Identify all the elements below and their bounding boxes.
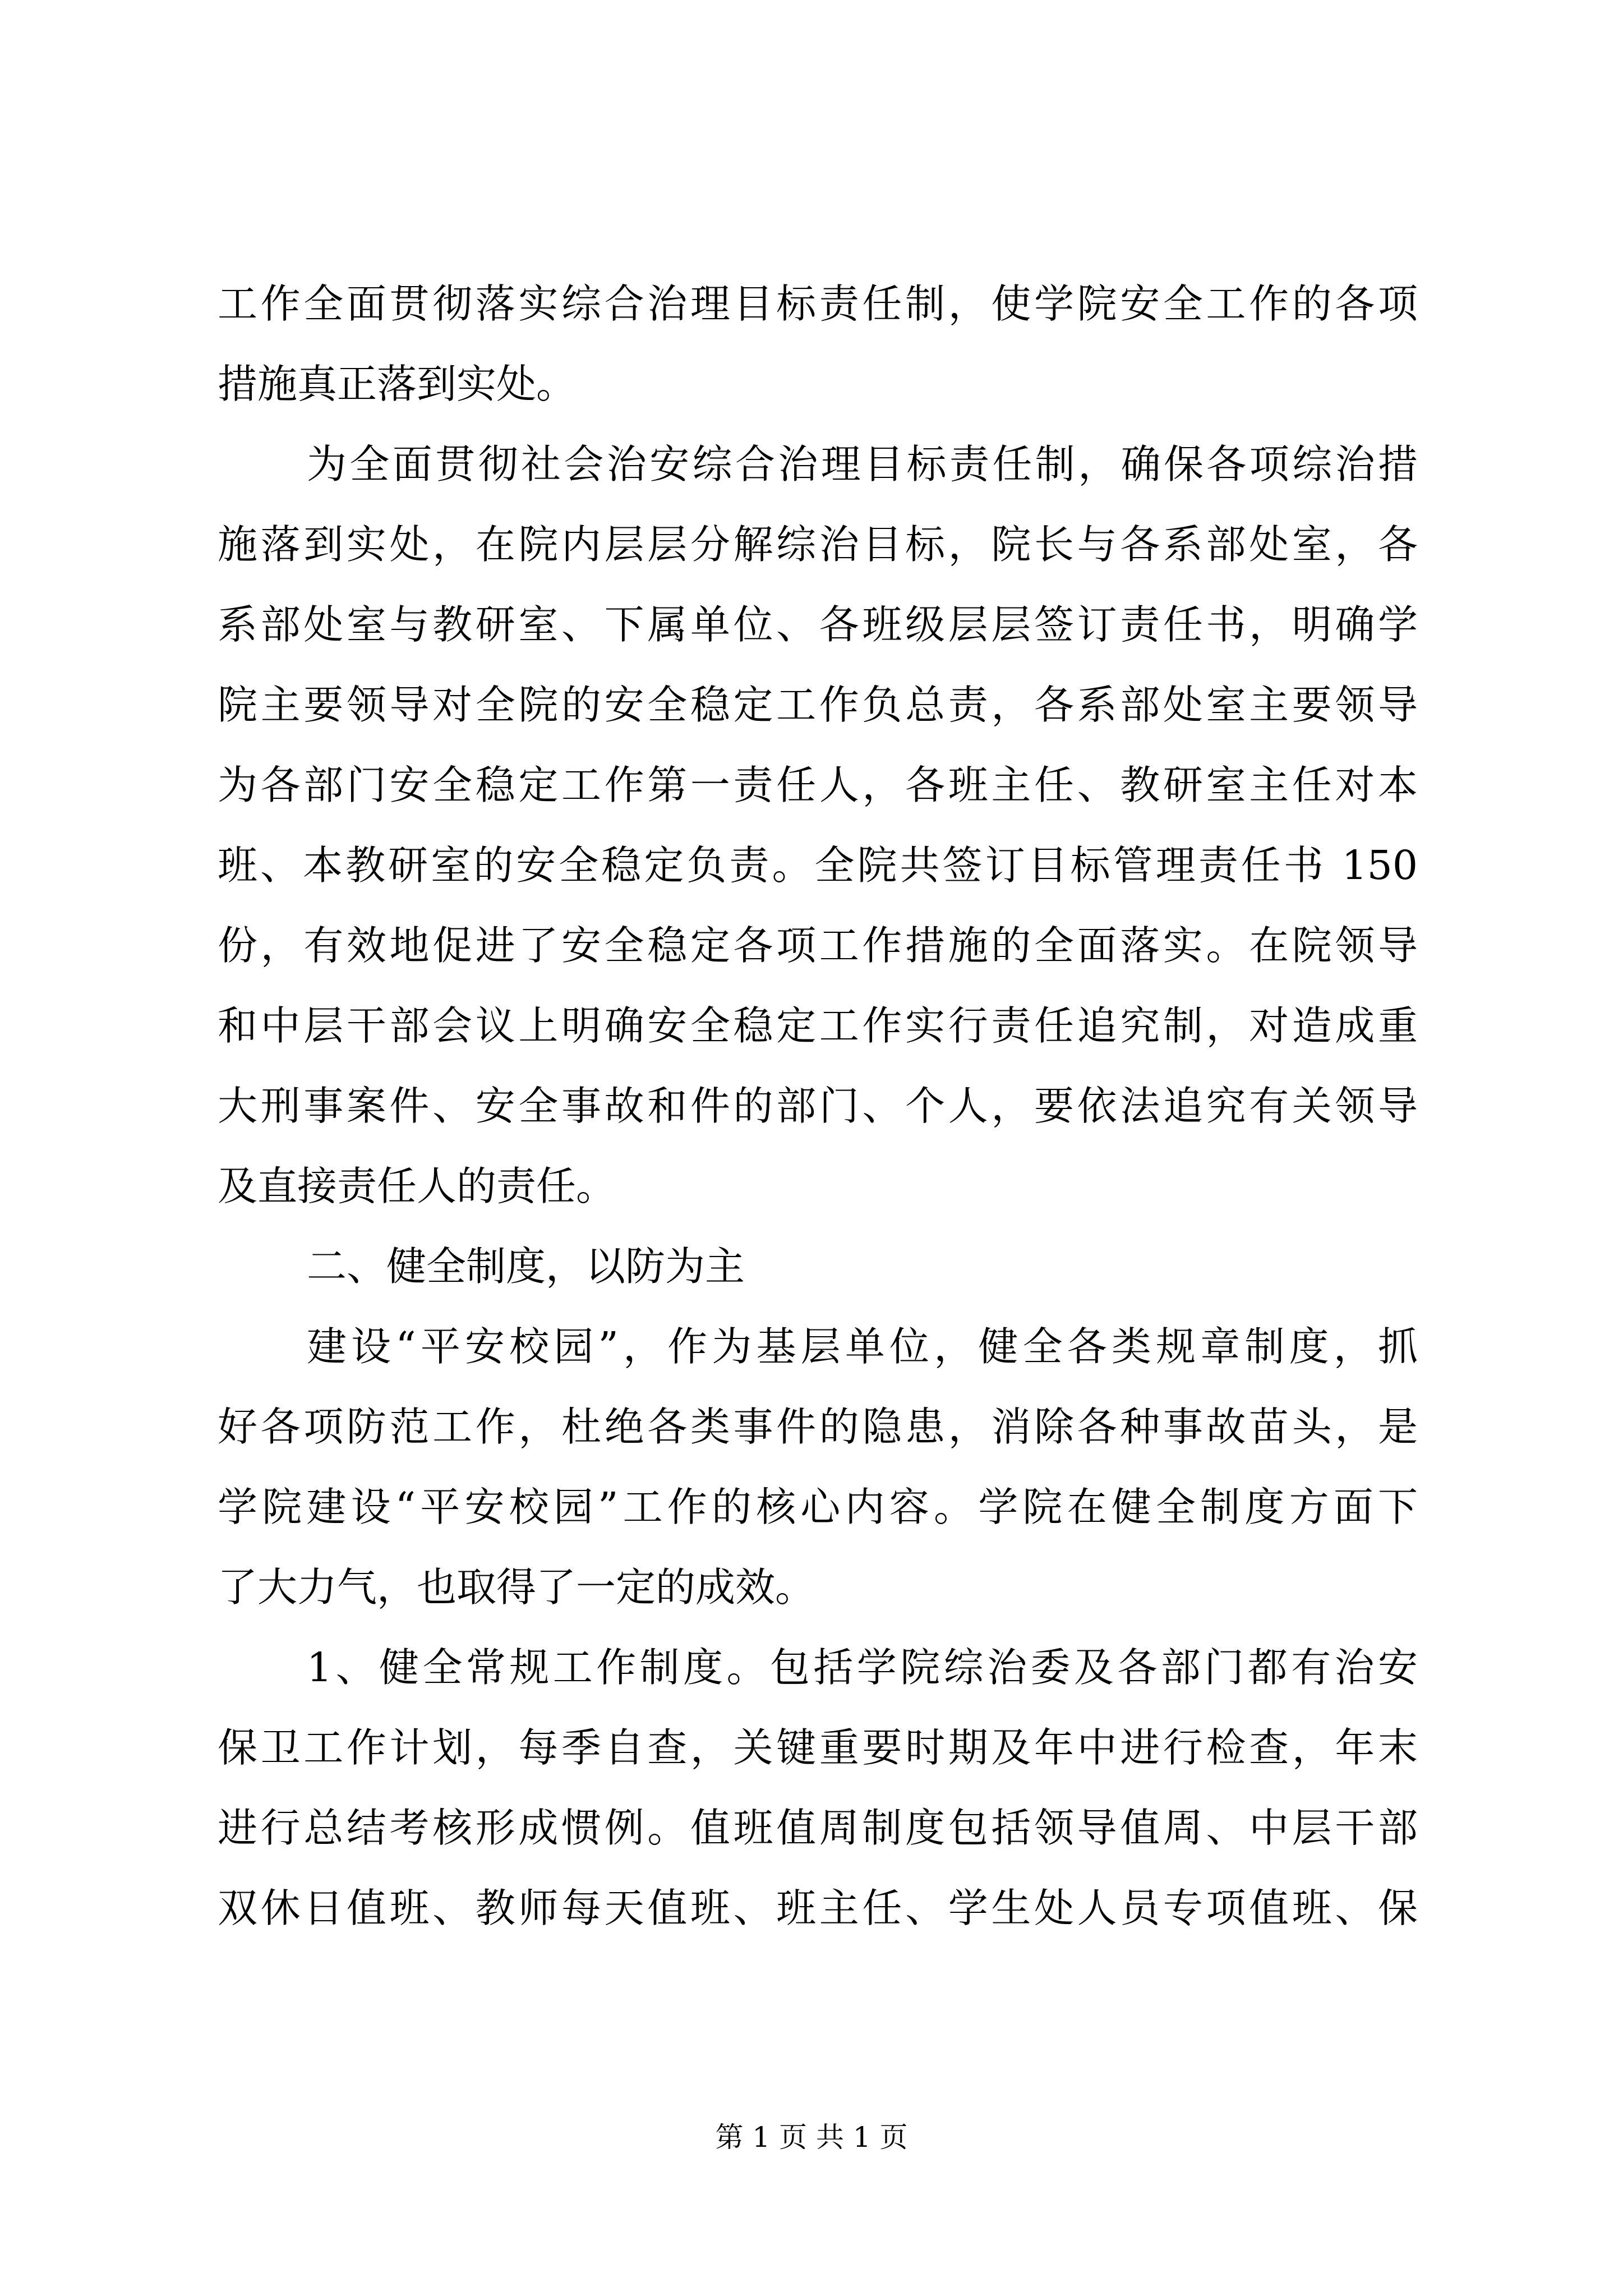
text-line: 建设“平安校园”，作为基层单位，健全各类规章制度，抓 xyxy=(307,1323,1418,1370)
text-line: 份，有效地促进了安全稳定各项工作措施的全面落实。在院领导 xyxy=(218,922,1418,969)
text-line: 1、健全常规工作制度。包括学院综治委及各部门都有治安 xyxy=(307,1644,1418,1691)
text-line: 班、本教研室的安全稳定负责。全院共签订目标管理责任书 150 xyxy=(218,842,1418,889)
text-line: 保卫工作计划，每季自查，关键重要时期及年中进行检查，年末 xyxy=(218,1724,1418,1771)
text-line: 为各部门安全稳定工作第一责任人，各班主任、教研室主任对本 xyxy=(218,762,1418,808)
text-line: 及直接责任人的责任。 xyxy=(218,1163,616,1209)
text-line: 为全面贯彻社会治安综合治理目标责任制，确保各项综治措 xyxy=(307,441,1418,487)
text-line: 和中层干部会议上明确安全稳定工作实行责任追究制，对造成重 xyxy=(218,1002,1418,1049)
text-line: 施落到实处，在院内层层分解综治目标，院长与各系部处室，各 xyxy=(218,521,1418,568)
text-line: 双休日值班、教师每天值班、班主任、学生处人员专项值班、保 xyxy=(218,1885,1418,1931)
text-line: 好各项防范工作，杜绝各类事件的隐患，消除各种事故苗头，是 xyxy=(218,1404,1418,1450)
page-footer xyxy=(0,2118,1623,2157)
document-body xyxy=(218,264,1418,1948)
text-line: 系部处室与教研室、下属单位、各班级层层签订责任书，明确学 xyxy=(218,601,1418,648)
page-number-label: 第 1 页 共 1 页 xyxy=(715,2121,908,2154)
section-heading: 二、健全制度，以防为主 xyxy=(307,1243,745,1290)
text-line: 院主要领导对全院的安全稳定工作负总责，各系部处室主要领导 xyxy=(218,682,1418,728)
text-line: 工作全面贯彻落实综合治理目标责任制，使学院安全工作的各项 xyxy=(218,280,1418,327)
text-line: 了大力气，也取得了一定的成效。 xyxy=(218,1564,815,1611)
text-line: 进行总结考核形成惯例。值班值周制度包括领导值周、中层干部 xyxy=(218,1805,1418,1851)
text-line: 措施真正落到实处。 xyxy=(218,361,577,407)
text-line: 学院建设“平安校园”工作的核心内容。学院在健全制度方面下 xyxy=(218,1484,1418,1530)
text-line: 大刑事案件、安全事故和件的部门、个人，要依法追究有关领导 xyxy=(218,1083,1418,1129)
